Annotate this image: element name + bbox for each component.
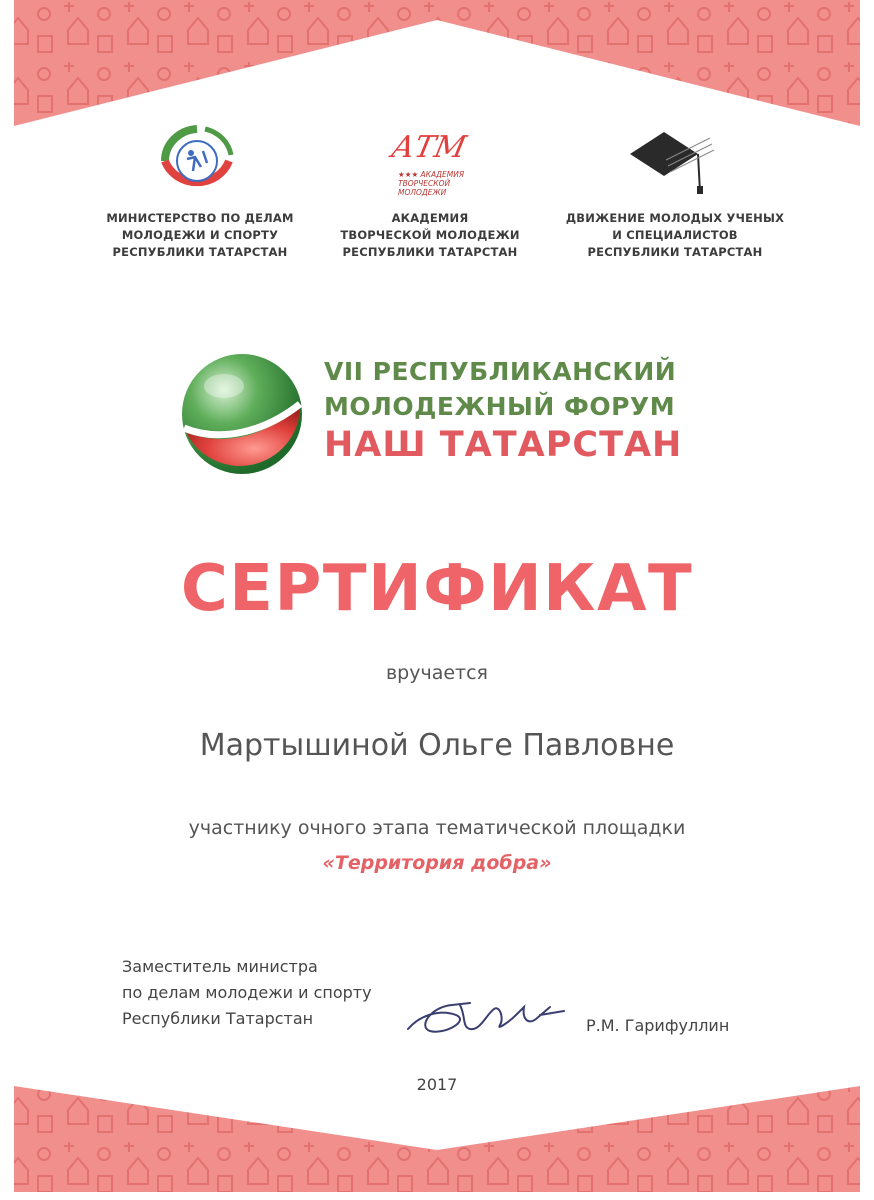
forum-title-line3: НАШ ТАТАРСТАН xyxy=(324,425,683,465)
young-scientists-logo xyxy=(628,130,718,196)
issue-year: 2017 xyxy=(416,1075,458,1094)
forum-emblem xyxy=(178,350,306,478)
top-decorative-band xyxy=(0,0,874,140)
awarded-text: вручается xyxy=(385,662,488,684)
academy-logo-caption: ★★★ АКАДЕМИЯ ТВОРЧЕСКОЙ МОЛОДЕЖИ xyxy=(398,170,465,197)
participant-description: участнику очного этапа тематической площадки xyxy=(188,817,686,839)
forum-title xyxy=(324,357,682,465)
org-name-ministry: МИНИСТЕРСТВО ПО ДЕЛАМ МОЛОДЕЖИ И СПОРТУ РЕСПУБЛИКИ ТАТАРСТАН xyxy=(106,211,294,259)
recipient-name: Мартышиной Ольге Павловне xyxy=(199,728,675,763)
ministry-logo xyxy=(155,125,239,195)
certificate-title: СЕРТИФИКАТ xyxy=(180,552,694,626)
platform-name: «Территория добра» xyxy=(322,852,552,874)
org-name-young-scientists: ДВИЖЕНИЕ МОЛОДЫХ УЧЕНЫХ И СПЕЦИАЛИСТОВ РЕСПУБЛИКИ ТАТАРСТАН xyxy=(565,211,785,259)
org-name-academy: АКАДЕМИЯ ТВОРЧЕСКОЙ МОЛОДЕЖИ РЕСПУБЛИКИ ТАТАРСТАН xyxy=(340,211,520,259)
handwritten-signature xyxy=(400,985,570,1045)
forum-title-line2: МОЛОДЕЖНЫЙ ФОРУМ xyxy=(324,392,676,421)
academy-logo xyxy=(370,130,500,200)
signer-name: Р.М. Гарифуллин xyxy=(586,1016,730,1035)
bottom-decorative-band xyxy=(0,1080,874,1200)
academy-logo-text: АТМ xyxy=(388,130,470,165)
forum-title-line1: VII РЕСПУБЛИКАНСКИЙ xyxy=(324,357,677,386)
signatory-position: Заместитель министра по делам молодежи и спорту Республики Татарстан xyxy=(122,957,372,1028)
